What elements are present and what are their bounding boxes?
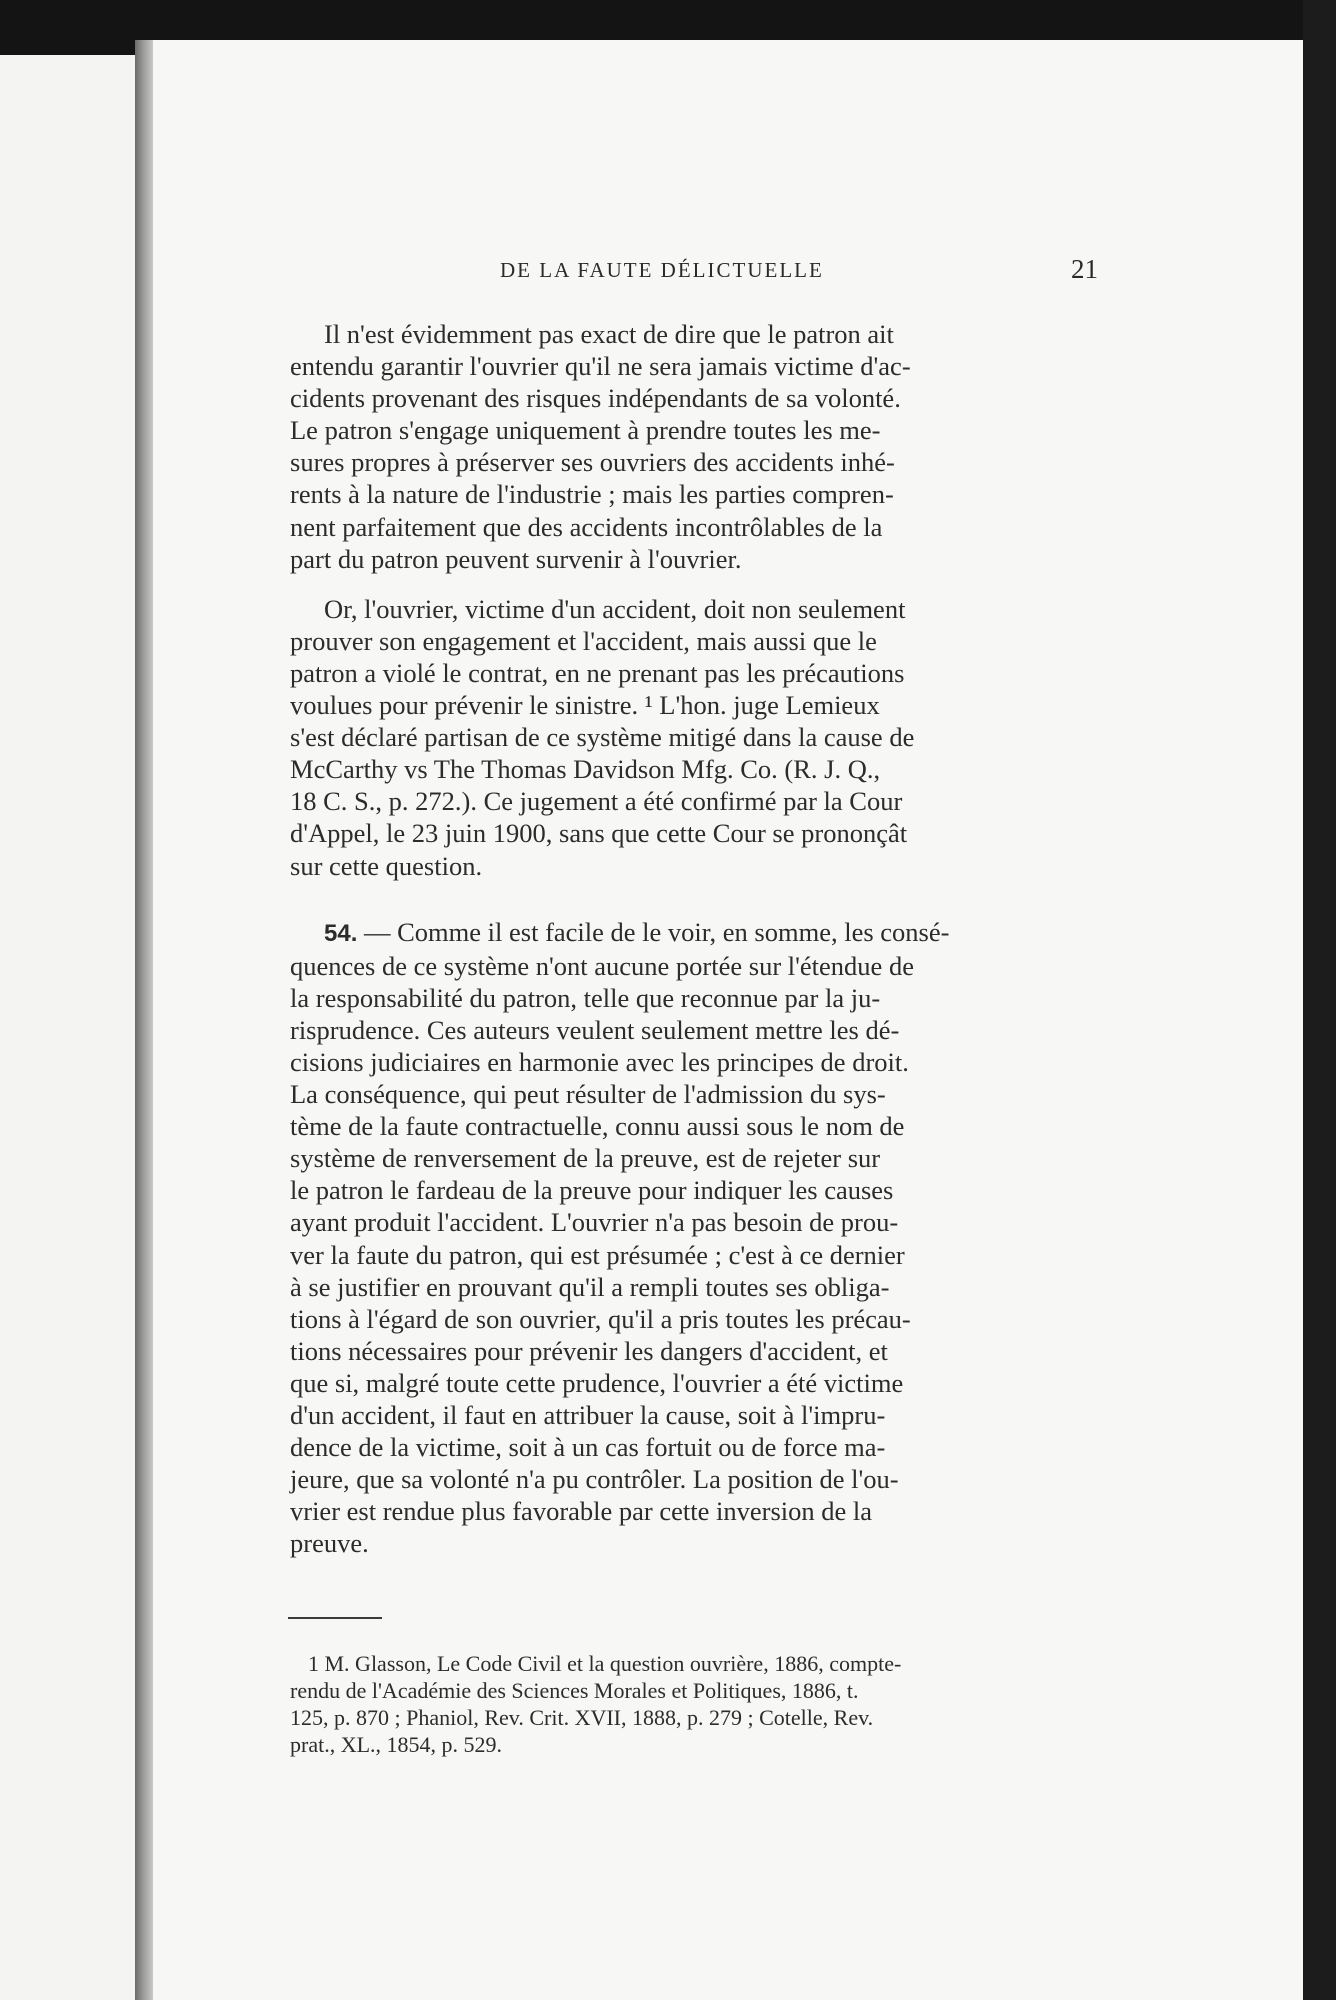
text-line: Or, l'ouvrier, victime d'un accident, doit non seulement — [324, 593, 906, 624]
text-line: rents à la nature de l'industrie ; mais les parties compren- — [290, 479, 894, 510]
section-number: 54. — [324, 919, 358, 947]
text-line: dence de la victime, soit à un cas fortuit ou de force ma- — [290, 1432, 886, 1463]
text-line: que si, malgré toute cette prudence, l'ouvrier a été victime — [290, 1367, 904, 1398]
footnote-line: 125, p. 870 ; Phaniol, Rev. Crit. XVII, 1888, p. 279 ; Cotelle, Rev. — [290, 1705, 874, 1730]
text-line: 18 C. S., p. 272.). Ce jugement a été confirmé par la Cour — [290, 786, 903, 817]
text-line: prouver son engagement et l'accident, mais aussi que le — [290, 625, 877, 656]
text-line: sur cette question. — [290, 850, 483, 881]
text-line: jeure, que sa volonté n'a pu contrôler. La position de l'ou- — [290, 1464, 899, 1495]
text-line: tème de la faute contractuelle, connu aussi sous le nom de — [290, 1111, 905, 1142]
text-line: La conséquence, qui peut résulter de l'admission du sys- — [290, 1079, 886, 1110]
page-number: 21 — [1071, 254, 1098, 284]
text-line: Il n'est évidemment pas exact de dire que le patron ait — [324, 319, 894, 349]
footnote — [290, 1650, 1099, 1758]
text-line: part du patron peuvent survenir à l'ouvrier. — [290, 543, 742, 574]
text-line: ayant produit l'accident. L'ouvrier n'a pas besoin de prou- — [290, 1207, 899, 1238]
text-line: vrier est rendue plus favorable par cette inversion de la — [290, 1496, 873, 1527]
footnote-line: 1 M. Glasson, Le Code Civil et la question ouvrière, 1886, compte- — [308, 1651, 902, 1676]
text-line: entendu garantir l'ouvrier qu'il ne sera jamais victime d'ac- — [290, 351, 911, 382]
footnote-line: prat., XL., 1854, p. 529. — [290, 1732, 503, 1757]
text-line: cisions judiciaires en harmonie avec les principes de droit. — [290, 1046, 909, 1077]
section-54 — [290, 916, 1099, 1560]
footnote-line: rendu de l'Académie des Sciences Morales et Politiques, 1886, t. — [290, 1678, 859, 1703]
text-line: risprudence. Ces auteurs veulent seulement mettre les dé- — [290, 1014, 900, 1045]
body-text — [290, 318, 1099, 1559]
text-line: système de renversement de la preuve, est de rejeter sur — [290, 1143, 881, 1174]
text-line: s'est déclaré partisan de ce système mitigé dans la cause de — [290, 722, 915, 753]
text-line: voulues pour prévenir le sinistre. ¹ L'hon. juge Lemieux — [290, 690, 880, 721]
text-line: preuve. — [290, 1528, 369, 1559]
text-line: d'Appel, le 23 juin 1900, sans que cette Cour se prononçât — [290, 818, 908, 849]
text-line: tions nécessaires pour prévenir les dangers d'accident, et — [290, 1335, 888, 1366]
running-title: DE LA FAUTE DÉLICTUELLE — [500, 258, 824, 282]
text-line: quences de ce système n'ont aucune portée sur l'étendue de — [290, 950, 914, 981]
text-line: Le patron s'engage uniquement à prendre toutes les me- — [290, 415, 881, 446]
book-gutter — [135, 40, 153, 2000]
facing-page-edge — [0, 55, 135, 2000]
text-line: cidents provenant des risques indépendants de sa volonté. — [290, 383, 901, 414]
running-header — [500, 254, 1098, 288]
scan-border-right — [1303, 0, 1336, 2000]
text-line: patron a violé le contrat, en ne prenant pas les précautions — [290, 657, 905, 688]
footnote-rule — [288, 1617, 382, 1619]
text-line: McCarthy vs The Thomas Davidson Mfg. Co. (R. J. Q., — [290, 754, 881, 785]
text-line: sures propres à préserver ses ouvriers des accidents inhé- — [290, 447, 895, 478]
text-line: le patron le fardeau de la preuve pour indiquer les causes — [290, 1175, 894, 1206]
paragraph — [290, 593, 1099, 882]
text-line: tions à l'égard de son ouvrier, qu'il a pris toutes les précau- — [290, 1303, 911, 1334]
text-line: à se justifier en prouvant qu'il a rempli toutes ses obliga- — [290, 1271, 890, 1302]
text-line: 54. — Comme il est facile de le voir, en somme, les consé- — [324, 916, 950, 947]
text-line: ver la faute du patron, qui est présumée ; c'est à ce dernier — [290, 1239, 905, 1270]
text-line: nent parfaitement que des accidents incontrôlables de la — [290, 511, 883, 542]
paragraph — [290, 318, 1099, 575]
text-line: la responsabilité du patron, telle que reconnue par la ju- — [290, 982, 881, 1013]
text-line: d'un accident, il faut en attribuer la cause, soit à l'impru- — [290, 1400, 886, 1430]
